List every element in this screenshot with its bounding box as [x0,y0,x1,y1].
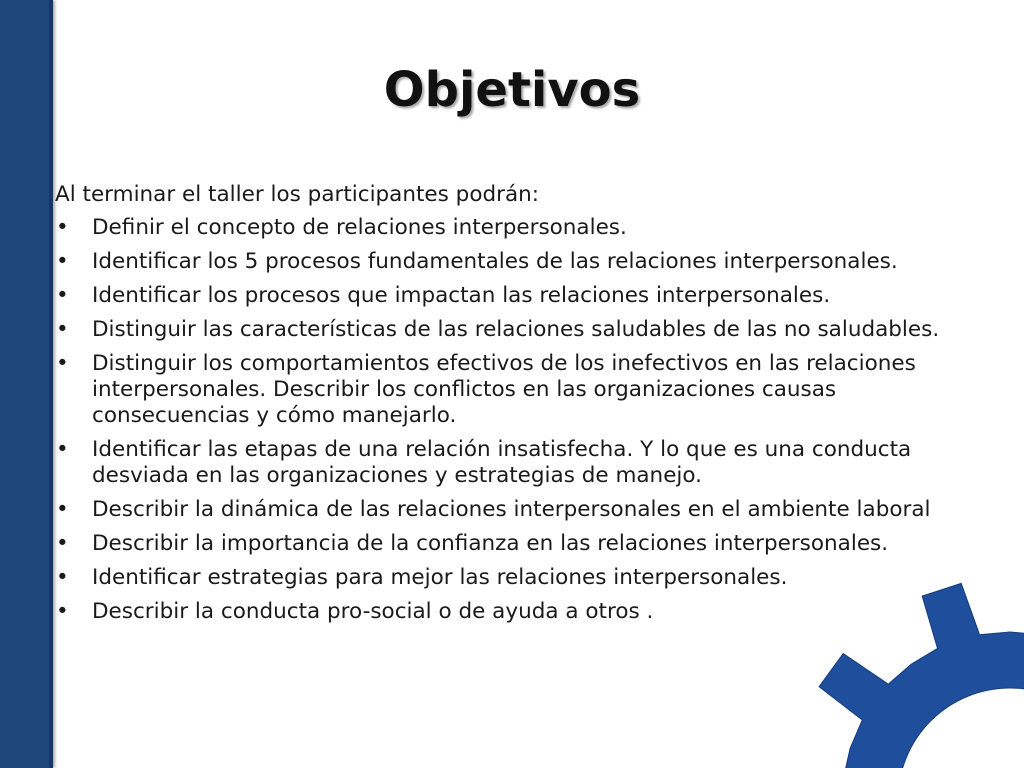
list-item-text: Identificar los procesos que impactan las relaciones interpersonales. [92,283,831,308]
list-item [55,351,960,429]
list-item [55,599,960,625]
bullet-glyph: • [56,565,69,590]
bullet-glyph: • [56,283,69,308]
objectives-list [55,215,960,625]
bullet-glyph: • [56,599,69,624]
slide-body [55,182,960,633]
bullet-glyph: • [56,249,69,274]
bullet-glyph: • [56,215,69,240]
intro-text: Al terminar el taller los participantes podrán: [55,182,540,207]
list-item [55,497,960,523]
bullet-glyph: • [56,531,69,556]
list-item [55,283,960,309]
list-item-text: Definir el concepto de relaciones interpersonales. [92,215,627,240]
slide-title: Objetivos [383,62,641,118]
bullet-glyph: • [56,317,69,342]
list-item-text: Distinguir las características de las relaciones saludables de las no saludables. [92,317,940,342]
list-item-text: Describir la conducta pro-social o de ayuda a otros . [92,599,654,624]
list-item [55,249,960,275]
list-item-text: Identificar los 5 procesos fundamentales de las relaciones interpersonales. [92,249,898,274]
list-item-text: Distinguir los comportamientos efectivos de los inefectivos en las relaciones interpersonales. Describir los conflictos en las organizaciones causas consecuencias y cómo manejarlo. [92,351,916,428]
list-item [55,565,960,591]
list-item-text: Identificar las etapas de una relación insatisfecha. Y lo que es una conducta desviada en las organizaciones y estrategias de manejo. [92,437,912,488]
list-item-text: Describir la dinámica de las relaciones interpersonales en el ambiente laboral [92,497,931,522]
list-item [55,317,960,343]
list-item [55,215,960,241]
list-item [55,531,960,557]
list-item-text: Identificar estrategias para mejor las relaciones interpersonales. [92,565,788,590]
bullet-glyph: • [56,437,69,462]
bullet-glyph: • [56,497,69,522]
bullet-glyph: • [56,351,69,376]
list-item-text: Describir la importancia de la confianza en las relaciones interpersonales. [92,531,889,556]
list-item [55,437,960,489]
